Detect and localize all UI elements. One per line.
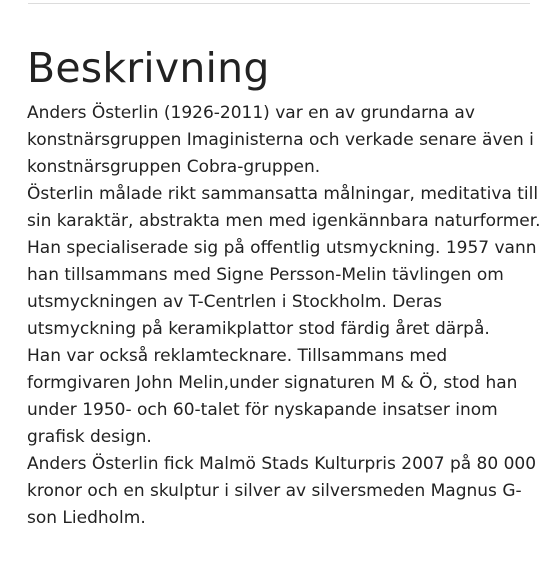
description-line: Anders Österlin (1926-2011) var en av grundarna av (27, 103, 475, 123)
description-line: Han specialiserade sig på offentlig utsmyckning. 1957 vann (27, 238, 537, 258)
description-line: utsmyckning på keramikplattor stod färdig året därpå. (27, 319, 490, 339)
description-line: grafisk design. (27, 427, 152, 447)
top-divider (28, 3, 530, 4)
description-line: konstnärsgruppen Cobra-gruppen. (27, 157, 321, 177)
description-section (27, 40, 541, 532)
description-text (27, 100, 541, 532)
description-line: Han var också reklamtecknare. Tillsammans med (27, 346, 448, 366)
description-line: Anders Österlin fick Malmö Stads Kulturpris 2007 på 80 000 (27, 454, 537, 474)
description-line: sin karaktär, abstrakta men med igenkännbara naturformer. (27, 211, 541, 231)
description-line: son Liedholm. (27, 508, 146, 528)
description-line: konstnärsgruppen Imaginisterna och verkade senare även i (27, 130, 534, 150)
description-line: han tillsammans med Signe Persson-Melin tävlingen om (27, 265, 504, 285)
description-line: under 1950- och 60-talet för nyskapande insatser inom (27, 400, 498, 420)
description-line: Österlin målade rikt sammansatta målningar, meditativa till (27, 184, 539, 204)
description-line: utsmyckningen av T-Centrlen i Stockholm. Deras (27, 292, 443, 312)
section-heading: Beskrivning (27, 44, 270, 92)
description-line: kronor och en skulptur i silver av silversmeden Magnus G- (27, 481, 522, 501)
description-line: formgivaren John Melin,under signaturen M & Ö, stod han (27, 373, 518, 393)
